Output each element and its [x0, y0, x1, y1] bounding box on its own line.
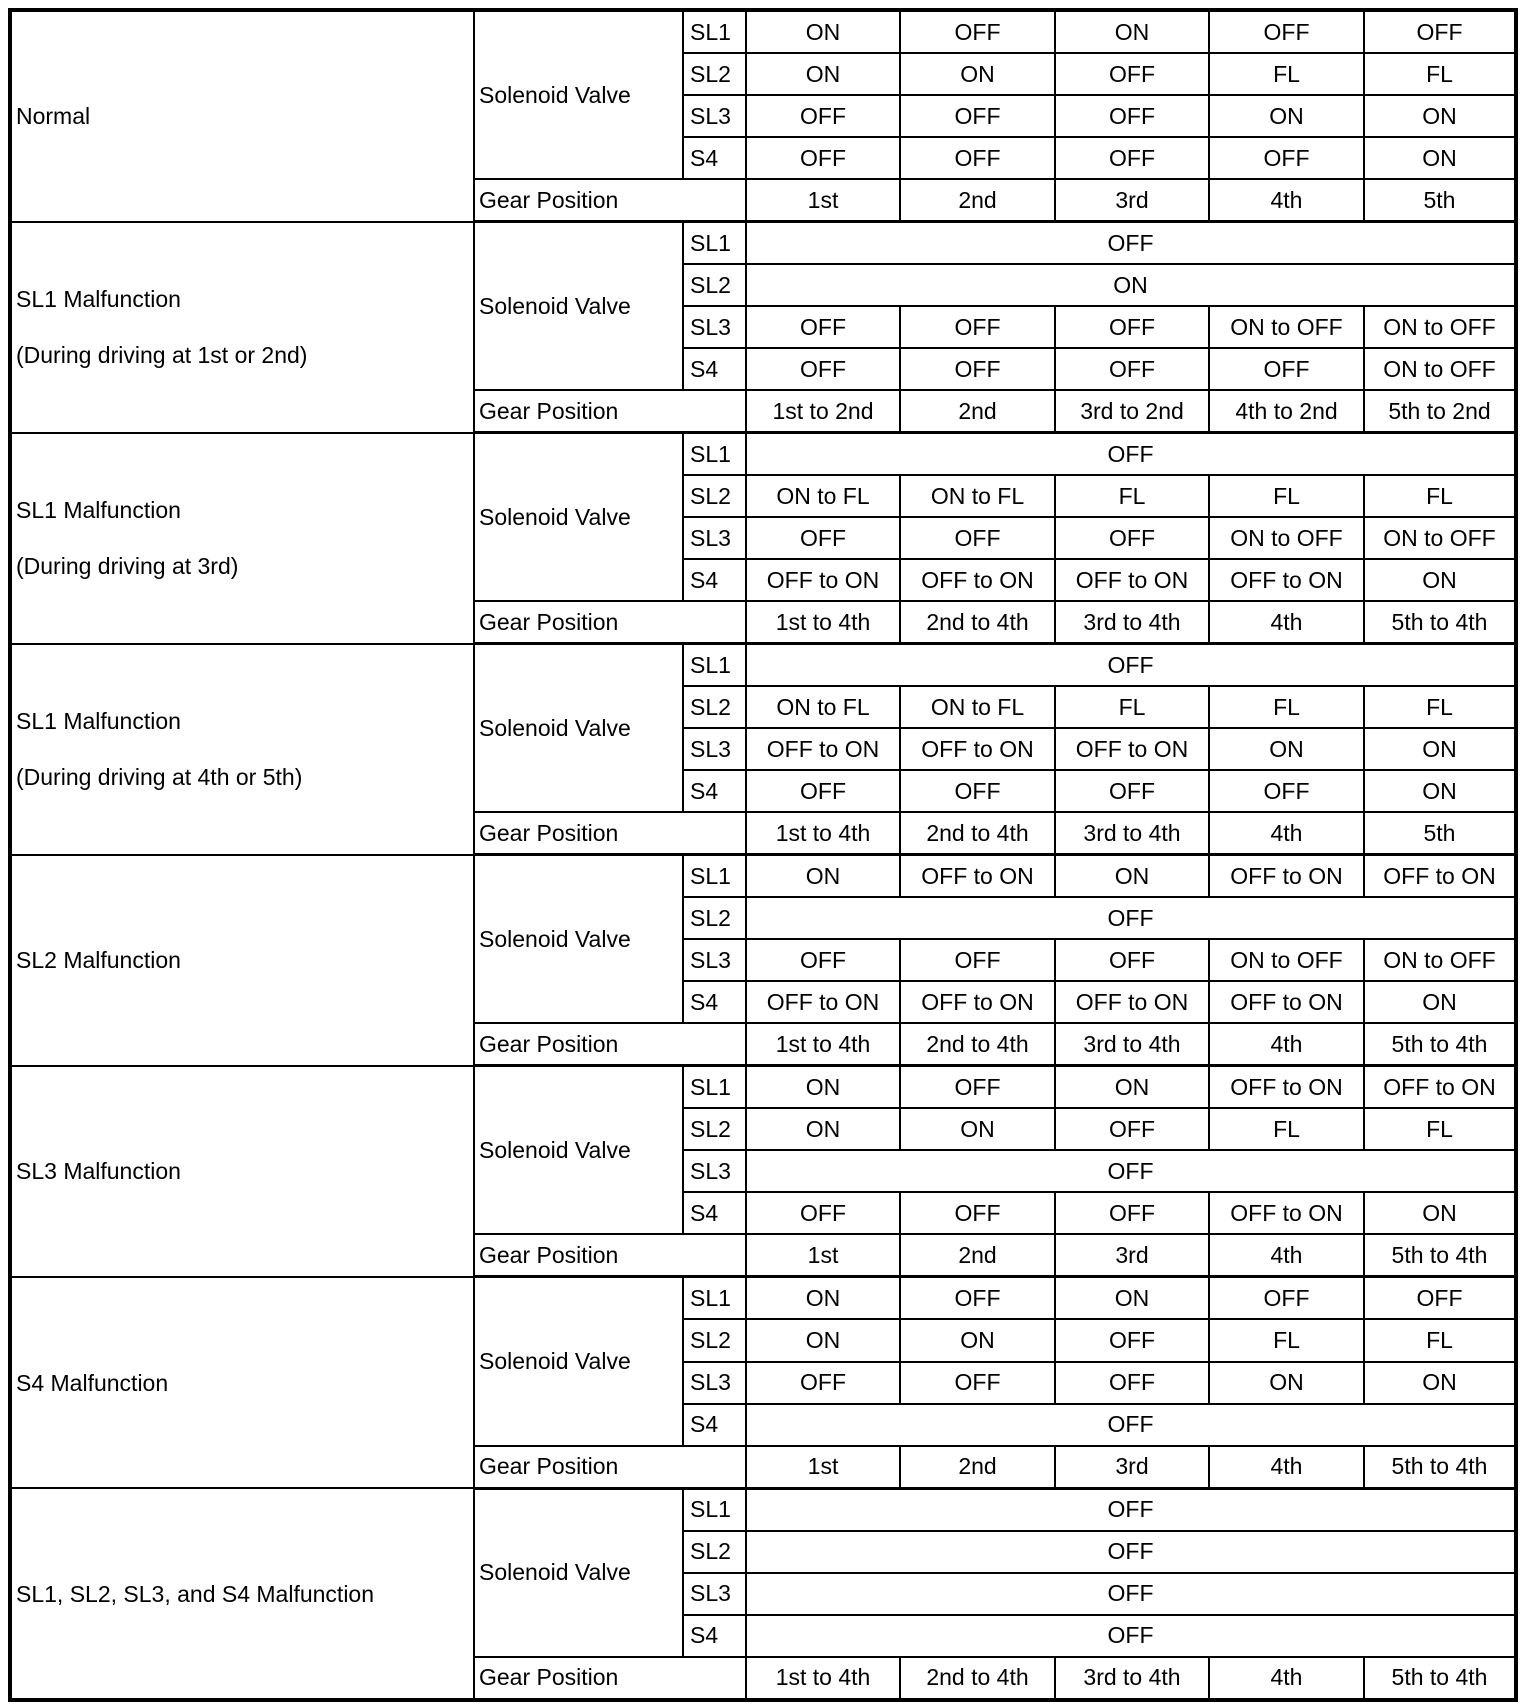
- solenoid-state-cell: OFF to ON: [900, 728, 1055, 770]
- gear-position-cell: 4th: [1209, 1023, 1364, 1066]
- solenoid-state-cell: FL: [1364, 1108, 1516, 1150]
- table-row: [10, 222, 1516, 265]
- condition-label: SL1 Malfunction: [16, 286, 181, 313]
- solenoid-state-cell: OFF: [900, 306, 1055, 348]
- solenoid-state-cell: ON: [1364, 1192, 1516, 1234]
- solenoid-name: SL3: [683, 95, 746, 137]
- solenoid-state-cell: OFF to ON: [900, 981, 1055, 1023]
- condition-cell: [10, 1066, 474, 1277]
- solenoid-state-cell: OFF to ON: [1364, 1066, 1516, 1109]
- solenoid-state-cell: OFF: [1055, 1108, 1209, 1150]
- gear-position-cell: 3rd: [1055, 179, 1209, 222]
- gear-position-cell: 3rd to 2nd: [1055, 390, 1209, 433]
- solenoid-state-cell: ON: [746, 855, 900, 898]
- solenoid-name: S4: [683, 770, 746, 812]
- solenoid-name: SL3: [683, 728, 746, 770]
- solenoid-name: SL1: [683, 644, 746, 687]
- gear-position-cell: 3rd to 4th: [1055, 601, 1209, 644]
- solenoid-state-cell: OFF: [900, 10, 1055, 53]
- gear-position-cell: 2nd: [900, 1446, 1055, 1489]
- solenoid-name: SL2: [683, 264, 746, 306]
- gear-position-cell: 3rd: [1055, 1234, 1209, 1277]
- solenoid-state-cell: OFF: [746, 95, 900, 137]
- solenoid-malfunction-table: [8, 8, 1518, 1702]
- table-row: [10, 1277, 1516, 1320]
- table-row: [10, 855, 1516, 898]
- solenoid-state-cell: OFF: [1055, 348, 1209, 390]
- gear-position-cell: 4th: [1209, 812, 1364, 855]
- solenoid-state-cell: OFF: [900, 137, 1055, 179]
- solenoid-state-cell: OFF: [900, 1066, 1055, 1109]
- solenoid-name: S4: [683, 1404, 746, 1446]
- gear-position-cell: 4th: [1209, 179, 1364, 222]
- condition-cell: [10, 855, 474, 1066]
- solenoid-state-cell: OFF to ON: [1209, 981, 1364, 1023]
- solenoid-state-cell: ON to OFF: [1209, 517, 1364, 559]
- gear-position-cell: 3rd to 4th: [1055, 1657, 1209, 1700]
- solenoid-state-cell: OFF: [746, 1404, 1516, 1446]
- solenoid-state-cell: OFF: [900, 1362, 1055, 1404]
- gear-position-cell: 5th to 4th: [1364, 1446, 1516, 1489]
- solenoid-state-cell: FL: [1209, 1319, 1364, 1361]
- solenoid-state-cell: OFF to ON: [746, 559, 900, 601]
- solenoid-state-cell: OFF: [900, 939, 1055, 981]
- gear-position-label: Gear Position: [474, 1234, 746, 1277]
- solenoid-state-cell: FL: [1209, 53, 1364, 95]
- solenoid-state-cell: ON: [1055, 855, 1209, 898]
- solenoid-state-cell: OFF: [746, 1150, 1516, 1192]
- condition-label: S4 Malfunction: [16, 1369, 169, 1396]
- condition-label: SL1, SL2, SL3, and S4 Malfunction: [16, 1580, 375, 1607]
- solenoid-state-cell: FL: [1364, 686, 1516, 728]
- solenoid-state-cell: OFF: [746, 770, 900, 812]
- solenoid-state-cell: OFF: [1209, 348, 1364, 390]
- gear-position-cell: 5th to 4th: [1364, 601, 1516, 644]
- solenoid-state-cell: ON to OFF: [1364, 517, 1516, 559]
- solenoid-state-cell: OFF to ON: [1055, 559, 1209, 601]
- table-body: [10, 10, 1516, 1700]
- solenoid-valve-label: Solenoid Valve: [474, 1277, 683, 1446]
- solenoid-state-cell: ON: [900, 53, 1055, 95]
- solenoid-state-cell: OFF: [746, 1615, 1516, 1657]
- gear-position-cell: 2nd: [900, 1234, 1055, 1277]
- solenoid-name: SL1: [683, 222, 746, 265]
- solenoid-name: SL2: [683, 897, 746, 939]
- gear-position-cell: 1st: [746, 179, 900, 222]
- gear-position-cell: 4th to 2nd: [1209, 390, 1364, 433]
- solenoid-state-cell: OFF: [746, 517, 900, 559]
- solenoid-state-cell: OFF: [746, 1573, 1516, 1615]
- solenoid-state-cell: OFF: [746, 1192, 900, 1234]
- condition-label: SL3 Malfunction: [16, 1158, 181, 1185]
- solenoid-state-cell: ON to OFF: [1364, 939, 1516, 981]
- solenoid-state-cell: OFF: [1364, 1277, 1516, 1320]
- solenoid-state-cell: OFF to ON: [1209, 1066, 1364, 1109]
- solenoid-state-cell: OFF to ON: [900, 559, 1055, 601]
- solenoid-name: SL2: [683, 1531, 746, 1573]
- solenoid-name: S4: [683, 137, 746, 179]
- solenoid-state-cell: OFF: [746, 1531, 1516, 1573]
- solenoid-state-cell: ON: [746, 1277, 900, 1320]
- gear-position-cell: 4th: [1209, 601, 1364, 644]
- condition-label: (During driving at 3rd): [16, 553, 239, 580]
- solenoid-state-cell: OFF: [1055, 1362, 1209, 1404]
- gear-position-cell: 2nd to 4th: [900, 1023, 1055, 1066]
- solenoid-state-cell: ON to FL: [746, 475, 900, 517]
- solenoid-valve-label: Solenoid Valve: [474, 1066, 683, 1235]
- solenoid-state-cell: ON: [1364, 770, 1516, 812]
- solenoid-state-cell: ON: [1364, 981, 1516, 1023]
- condition-label: Normal: [16, 103, 91, 130]
- solenoid-state-cell: OFF: [900, 1192, 1055, 1234]
- solenoid-state-cell: OFF: [1055, 517, 1209, 559]
- gear-position-label: Gear Position: [474, 812, 746, 855]
- solenoid-name: SL2: [683, 53, 746, 95]
- solenoid-state-cell: ON to FL: [746, 686, 900, 728]
- solenoid-state-cell: FL: [1209, 686, 1364, 728]
- gear-position-label: Gear Position: [474, 601, 746, 644]
- solenoid-name: S4: [683, 1615, 746, 1657]
- condition-label: (During driving at 4th or 5th): [16, 764, 303, 791]
- solenoid-state-cell: OFF: [1055, 1319, 1209, 1361]
- solenoid-name: S4: [683, 559, 746, 601]
- gear-position-cell: 3rd: [1055, 1446, 1209, 1489]
- solenoid-valve-label: Solenoid Valve: [474, 433, 683, 602]
- solenoid-state-cell: OFF: [746, 348, 900, 390]
- solenoid-state-cell: OFF: [1209, 137, 1364, 179]
- gear-position-cell: 2nd to 4th: [900, 601, 1055, 644]
- solenoid-state-cell: OFF: [746, 306, 900, 348]
- solenoid-state-cell: ON: [1055, 10, 1209, 53]
- gear-position-label: Gear Position: [474, 179, 746, 222]
- gear-position-label: Gear Position: [474, 1657, 746, 1700]
- gear-position-cell: 1st to 4th: [746, 1657, 900, 1700]
- solenoid-valve-label: Solenoid Valve: [474, 644, 683, 813]
- solenoid-name: SL1: [683, 1277, 746, 1320]
- solenoid-state-cell: ON to OFF: [1364, 306, 1516, 348]
- condition-label: SL1 Malfunction: [16, 708, 181, 735]
- solenoid-state-cell: ON to OFF: [1209, 306, 1364, 348]
- solenoid-state-cell: ON: [1209, 728, 1364, 770]
- solenoid-state-cell: OFF to ON: [1209, 855, 1364, 898]
- gear-position-label: Gear Position: [474, 390, 746, 433]
- solenoid-state-cell: OFF: [900, 1277, 1055, 1320]
- solenoid-name: SL3: [683, 1150, 746, 1192]
- gear-position-cell: 2nd to 4th: [900, 812, 1055, 855]
- solenoid-name: S4: [683, 348, 746, 390]
- solenoid-state-cell: ON: [1364, 137, 1516, 179]
- gear-position-cell: 1st to 2nd: [746, 390, 900, 433]
- gear-position-cell: 5th to 2nd: [1364, 390, 1516, 433]
- solenoid-name: SL2: [683, 1108, 746, 1150]
- solenoid-name: SL1: [683, 10, 746, 53]
- solenoid-state-cell: OFF: [1055, 939, 1209, 981]
- gear-position-cell: 2nd to 4th: [900, 1657, 1055, 1700]
- solenoid-state-cell: FL: [1364, 1319, 1516, 1361]
- gear-position-cell: 4th: [1209, 1657, 1364, 1700]
- solenoid-state-cell: ON to FL: [900, 475, 1055, 517]
- solenoid-state-cell: ON: [1055, 1066, 1209, 1109]
- solenoid-state-cell: OFF: [1055, 137, 1209, 179]
- solenoid-state-cell: OFF: [1055, 770, 1209, 812]
- gear-position-cell: 1st to 4th: [746, 601, 900, 644]
- solenoid-state-cell: ON: [746, 1066, 900, 1109]
- gear-position-cell: 5th to 4th: [1364, 1023, 1516, 1066]
- gear-position-cell: 3rd to 4th: [1055, 1023, 1209, 1066]
- solenoid-state-cell: OFF: [1209, 10, 1364, 53]
- condition-label: (During driving at 1st or 2nd): [16, 342, 308, 369]
- solenoid-state-cell: FL: [1055, 475, 1209, 517]
- solenoid-state-cell: FL: [1209, 1108, 1364, 1150]
- solenoid-state-cell: ON: [746, 264, 1516, 306]
- solenoid-state-cell: OFF: [746, 137, 900, 179]
- gear-position-cell: 4th: [1209, 1446, 1364, 1489]
- solenoid-name: SL1: [683, 855, 746, 898]
- solenoid-state-cell: FL: [1364, 53, 1516, 95]
- solenoid-valve-label: Solenoid Valve: [474, 1488, 683, 1657]
- solenoid-state-cell: ON: [1055, 1277, 1209, 1320]
- condition-cell: [10, 1488, 474, 1700]
- solenoid-state-cell: OFF to ON: [1055, 728, 1209, 770]
- condition-label: SL1 Malfunction: [16, 497, 181, 524]
- solenoid-state-cell: OFF: [746, 222, 1516, 265]
- solenoid-state-cell: OFF: [746, 939, 900, 981]
- gear-position-cell: 3rd to 4th: [1055, 812, 1209, 855]
- solenoid-state-cell: FL: [1209, 475, 1364, 517]
- solenoid-state-cell: OFF: [746, 1362, 900, 1404]
- solenoid-state-cell: ON: [746, 1108, 900, 1150]
- condition-cell: [10, 222, 474, 433]
- solenoid-name: SL3: [683, 306, 746, 348]
- solenoid-state-cell: OFF: [1055, 95, 1209, 137]
- solenoid-name: S4: [683, 981, 746, 1023]
- solenoid-name: SL2: [683, 686, 746, 728]
- gear-position-cell: 1st: [746, 1234, 900, 1277]
- table-row: [10, 1066, 1516, 1109]
- solenoid-valve-label: Solenoid Valve: [474, 855, 683, 1024]
- solenoid-state-cell: ON: [1364, 559, 1516, 601]
- solenoid-state-cell: ON: [746, 10, 900, 53]
- gear-position-cell: 5th: [1364, 812, 1516, 855]
- solenoid-state-cell: OFF to ON: [1364, 855, 1516, 898]
- solenoid-state-cell: ON: [746, 1319, 900, 1361]
- solenoid-name: SL3: [683, 1362, 746, 1404]
- gear-position-cell: 1st to 4th: [746, 1023, 900, 1066]
- solenoid-state-cell: ON to FL: [900, 686, 1055, 728]
- solenoid-state-cell: OFF: [1209, 1277, 1364, 1320]
- solenoid-state-cell: OFF: [900, 770, 1055, 812]
- condition-label: SL2 Malfunction: [16, 947, 181, 974]
- solenoid-name: SL3: [683, 517, 746, 559]
- gear-position-cell: 1st: [746, 1446, 900, 1489]
- table-row: [10, 433, 1516, 476]
- solenoid-state-cell: ON to OFF: [1364, 348, 1516, 390]
- gear-position-label: Gear Position: [474, 1446, 746, 1489]
- gear-position-cell: 5th: [1364, 179, 1516, 222]
- solenoid-state-cell: OFF: [1055, 1192, 1209, 1234]
- solenoid-state-cell: ON: [1364, 95, 1516, 137]
- table-row: [10, 1488, 1516, 1531]
- solenoid-state-cell: ON: [900, 1108, 1055, 1150]
- solenoid-state-cell: FL: [1055, 686, 1209, 728]
- gear-position-cell: 5th to 4th: [1364, 1234, 1516, 1277]
- solenoid-valve-label: Solenoid Valve: [474, 222, 683, 391]
- solenoid-state-cell: OFF: [1209, 770, 1364, 812]
- gear-position-cell: 2nd: [900, 390, 1055, 433]
- solenoid-state-cell: OFF: [1364, 10, 1516, 53]
- solenoid-state-cell: OFF to ON: [1209, 559, 1364, 601]
- gear-position-cell: 5th to 4th: [1364, 1657, 1516, 1700]
- solenoid-valve-label: Solenoid Valve: [474, 10, 683, 179]
- solenoid-name: SL3: [683, 1573, 746, 1615]
- solenoid-state-cell: OFF: [1055, 53, 1209, 95]
- solenoid-state-cell: OFF to ON: [746, 728, 900, 770]
- solenoid-state-cell: OFF: [900, 348, 1055, 390]
- solenoid-state-cell: ON: [1209, 95, 1364, 137]
- solenoid-state-cell: OFF: [1055, 306, 1209, 348]
- table-row: [10, 10, 1516, 53]
- condition-cell: [10, 10, 474, 222]
- solenoid-name: SL3: [683, 939, 746, 981]
- condition-cell: [10, 644, 474, 855]
- solenoid-name: SL2: [683, 1319, 746, 1361]
- solenoid-state-cell: OFF to ON: [746, 981, 900, 1023]
- solenoid-state-cell: OFF: [746, 897, 1516, 939]
- solenoid-state-cell: OFF to ON: [1055, 981, 1209, 1023]
- gear-position-label: Gear Position: [474, 1023, 746, 1066]
- solenoid-state-cell: OFF to ON: [1209, 1192, 1364, 1234]
- solenoid-state-cell: FL: [1364, 475, 1516, 517]
- solenoid-state-cell: OFF: [900, 517, 1055, 559]
- solenoid-state-cell: ON: [746, 53, 900, 95]
- solenoid-state-cell: OFF: [746, 644, 1516, 687]
- solenoid-state-cell: OFF: [900, 95, 1055, 137]
- gear-position-cell: 4th: [1209, 1234, 1364, 1277]
- condition-cell: [10, 433, 474, 644]
- gear-position-cell: 2nd: [900, 179, 1055, 222]
- solenoid-name: SL1: [683, 1488, 746, 1531]
- solenoid-state-cell: OFF: [746, 1488, 1516, 1531]
- solenoid-state-cell: ON: [900, 1319, 1055, 1361]
- solenoid-state-cell: ON: [1364, 1362, 1516, 1404]
- gear-position-cell: 1st to 4th: [746, 812, 900, 855]
- solenoid-state-cell: OFF: [746, 433, 1516, 476]
- solenoid-name: SL1: [683, 1066, 746, 1109]
- table-row: [10, 644, 1516, 687]
- solenoid-name: S4: [683, 1192, 746, 1234]
- solenoid-state-cell: ON: [1209, 1362, 1364, 1404]
- solenoid-state-cell: ON to OFF: [1209, 939, 1364, 981]
- solenoid-state-cell: ON: [1364, 728, 1516, 770]
- solenoid-name: SL2: [683, 475, 746, 517]
- condition-cell: [10, 1277, 474, 1488]
- solenoid-state-cell: OFF to ON: [900, 855, 1055, 898]
- solenoid-name: SL1: [683, 433, 746, 476]
